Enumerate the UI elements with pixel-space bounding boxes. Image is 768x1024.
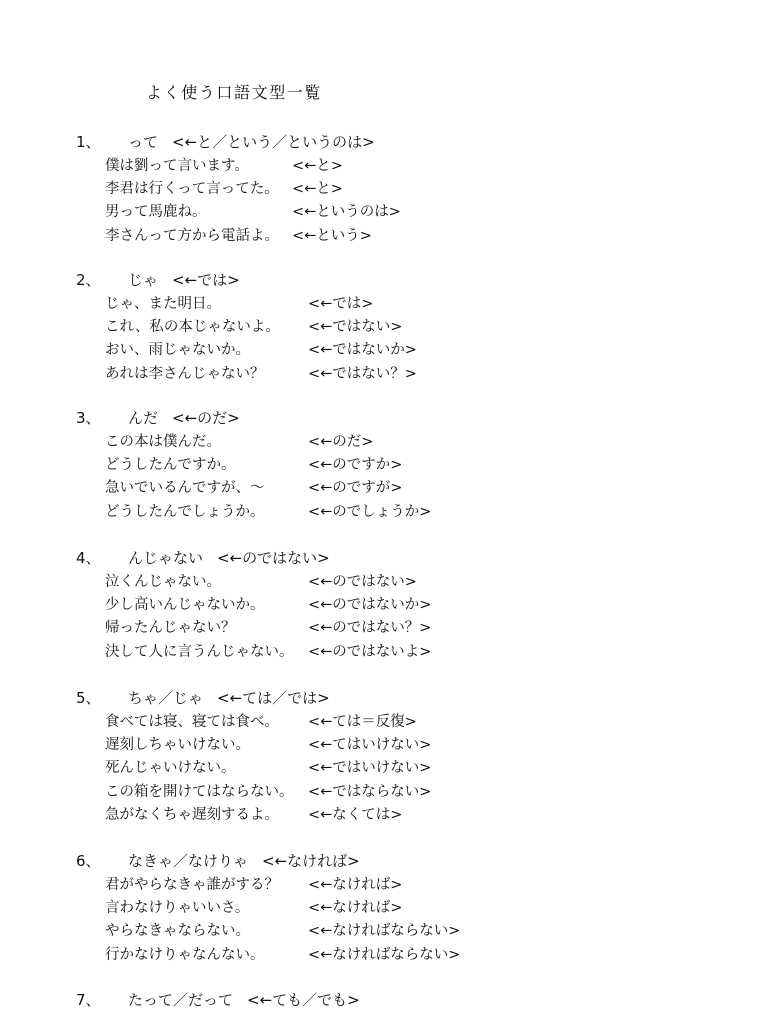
example-row [105,733,758,755]
example-sentence: これ、私の本じゃないよ。 [105,319,280,336]
section-heading [76,849,360,871]
example-row [105,779,758,801]
example-gloss: <←では> [308,295,374,312]
section-pattern: んじゃない [128,548,204,567]
example-gloss: <←のだ> [308,433,374,450]
example-gloss: <←と> [292,157,343,174]
section-heading [76,686,330,708]
example-gloss: <←ては＝反復> [308,713,417,730]
example-row [105,709,758,731]
example-sentence: 李君は行くって言ってた。 [105,181,279,198]
example-row [105,942,758,964]
section-gloss: <←ても／でも> [247,990,360,1009]
example-row [105,291,758,313]
example-gloss: <←ではいけない> [308,760,432,777]
example-row [105,896,758,918]
document-title: よく使う口語文型一覧 [146,83,323,102]
section-gloss: <←のだ> [172,408,240,427]
section-pattern: たって／だって [128,990,234,1009]
section-pattern: って [128,132,159,151]
example-sentence: じゃ、また明日。 [105,295,221,312]
example-row [105,223,758,245]
section-pattern: ちゃ／じゃ [128,688,204,707]
example-row [105,315,758,337]
example-sentence: 少し高いんじゃないか。 [105,597,265,614]
example-sentence: やらなきゃならない。 [105,923,250,940]
example-sentence: どうしたんでしょうか。 [105,503,265,520]
example-sentence: 帰ったんじゃない？ [105,620,236,637]
example-gloss: <←のではないよ> [308,643,432,660]
section-number: 4、 [76,548,101,567]
section-number: 5、 [76,688,101,707]
example-sentence: 行かなけりゃなんない。 [105,946,265,963]
section-heading [76,988,360,1010]
example-row [105,499,758,521]
section-pattern: んだ [128,408,159,427]
example-sentence: あれは李さんじゃない？ [105,365,265,382]
example-sentence: 言わなけりゃいいさ。 [105,900,250,917]
example-sentence: 急いでいるんですが、～ [105,480,265,497]
example-gloss: <←のでしょうか> [308,503,432,520]
example-gloss: <←なければ> [308,900,403,917]
example-gloss: <←ではない> [308,319,403,336]
section-heading [76,406,240,428]
section-pattern: なきゃ／なけりゃ [128,851,249,870]
example-row [105,569,758,591]
example-row [105,639,758,661]
example-sentence: 決して人に言うんじゃない。 [105,643,294,660]
example-gloss: <←のではない> [308,573,417,590]
example-gloss: <←のではないか> [308,597,432,614]
example-sentence: 遅刻しちゃいけない。 [105,737,250,754]
example-sentence: 男って馬鹿ね。 [105,204,207,221]
section-pattern: じゃ [128,270,159,289]
example-row [105,476,758,498]
example-sentence: この本は僕んだ。 [105,433,221,450]
example-gloss: <←というのは> [292,204,401,221]
example-sentence: 僕は劉って言います。 [105,157,249,174]
section-heading [76,130,375,152]
example-row [105,872,758,894]
example-row [105,177,758,199]
section-gloss: <←のではない> [217,548,330,567]
example-row [105,153,758,175]
example-gloss: <←ではない？> [308,365,417,382]
example-row [105,338,758,360]
example-sentence: 死んじゃいけない。 [105,760,236,777]
example-row [105,200,758,222]
example-row [105,361,758,383]
example-row [105,756,758,778]
section-number: 7、 [76,990,101,1009]
section-number: 1、 [76,132,101,151]
example-gloss: <←なくては> [308,807,403,823]
section-gloss: <←では> [172,270,240,289]
example-sentence: おい、雨じゃないか。 [105,342,250,359]
example-sentence: この箱を開けてはならない。 [105,783,294,800]
example-gloss: <←てはいけない> [308,737,432,754]
example-sentence: 食べては寝、寝ては食べ。 [105,713,279,730]
section-gloss: <←なければ> [262,851,360,870]
example-gloss: <←ではないか> [308,342,417,359]
example-sentence: 急がなくちゃ遅刻するよ。 [105,807,279,823]
example-gloss: <←という> [292,227,372,244]
section-gloss: <←と／という／というのは> [172,132,375,151]
example-sentence: 君がやらなきゃ誰がする？ [105,876,279,893]
example-row [105,593,758,615]
section-heading [76,268,240,290]
example-sentence: 泣くんじゃない。 [105,573,221,590]
example-row [105,453,758,475]
section-heading [76,546,330,568]
example-row [105,429,758,451]
example-gloss: <←なければ> [308,876,403,893]
section-gloss: <←ては／では> [217,688,330,707]
example-row [105,919,758,941]
example-row [105,616,758,638]
example-row [105,803,758,825]
example-sentence: 李さんって方から電話よ。 [105,227,279,244]
section-number: 3、 [76,408,101,427]
example-gloss: <←と> [292,181,343,198]
example-gloss: <←ではならない> [308,783,432,800]
section-number: 2、 [76,270,101,289]
section-number: 6、 [76,851,101,870]
example-gloss: <←なければならない> [308,946,461,963]
example-gloss: <←のですが> [308,480,403,497]
example-gloss: <←のではない？> [308,620,432,637]
example-sentence: どうしたんですか。 [105,457,236,474]
example-gloss: <←なければならない> [308,923,461,940]
example-gloss: <←のですか> [308,457,403,474]
